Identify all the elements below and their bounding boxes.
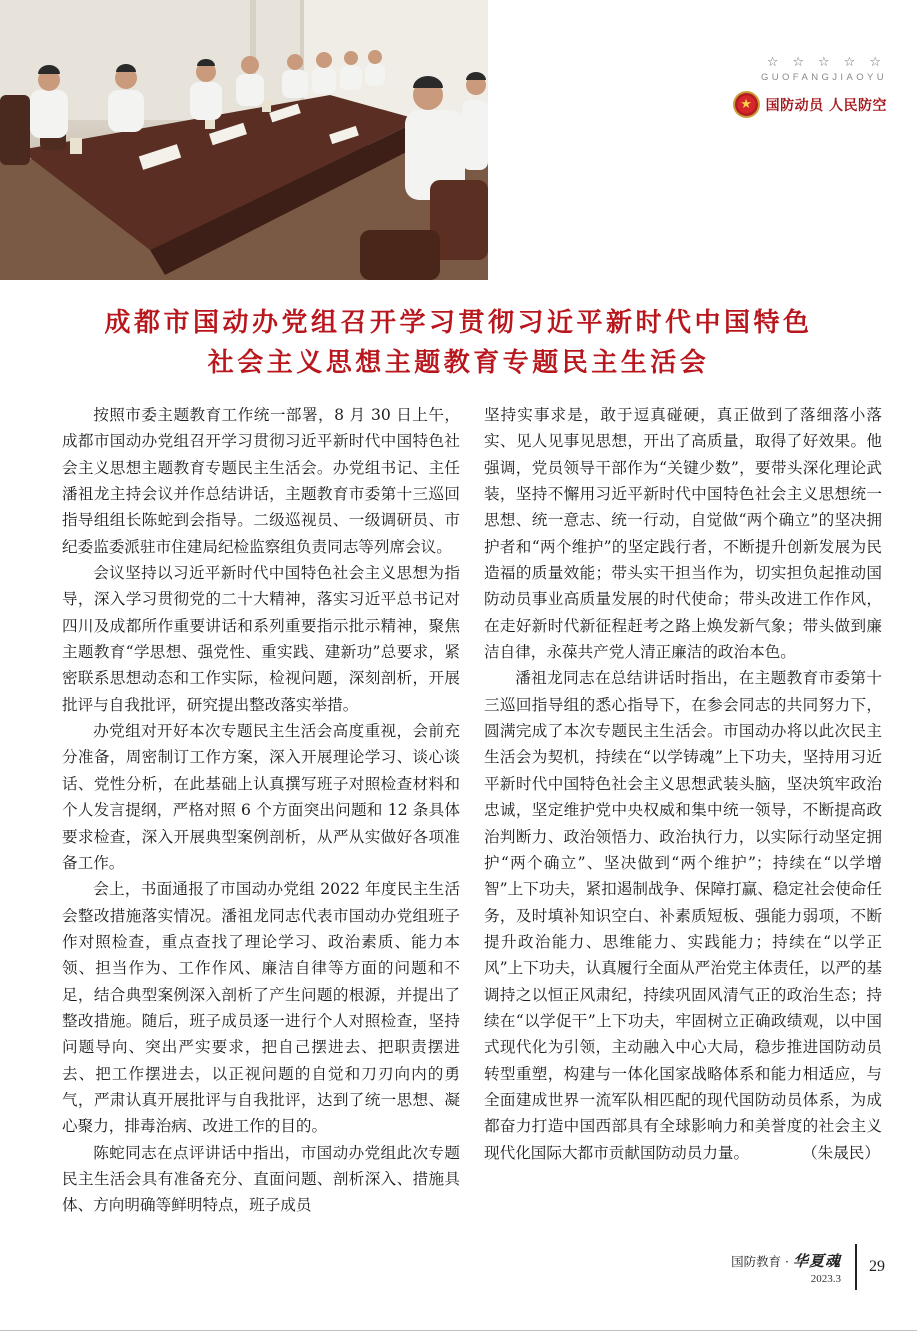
article-column-right xyxy=(484,402,882,1166)
magazine-pinyin: GUOFANGJIAOYU xyxy=(760,72,887,83)
paragraph-continued: 坚持实事求是，敢于逗真碰硬，真正做到了落细落小落实、见人见事见思想，开出了高质量，取得了好效果。他强调，党员领导干部作为“关键少数”，要带头深化理论武装，坚持不懈用习近平新时代中国特色社会主义思想统一思想、统一意志、统一行动，自觉做“两个确立”的坚决拥护者和“两个维护”的坚定践行者，不断提升创新发展为民造福的质量效能；带头实干担当作为，切实担负起推动国防动员事业高质量发展的时代使命；带头改进工作作风，在走好新时代新征程赶考之路上焕发新气象；带头做到廉洁自律，永葆共产党人清正廉洁的政治本色。 xyxy=(484,406,882,662)
magazine-info xyxy=(731,1250,841,1285)
issue-number: 2023.3 xyxy=(810,1272,841,1285)
title-line-2: 社会主义思想主题教育专题民主生活会 xyxy=(207,348,710,378)
paragraph xyxy=(484,665,882,1166)
paragraph: 会上，书面通报了市国动办党组 2022 年度民主生活会整改措施落实情况。潘祖龙同志代表市国动办党组班子作对照检查，重点查找了理论学习、政治素质、能力本领、担当作为、工作作风、廉洁自律等方面的问题和不足，结合典型案例深入剖析了产生问题的根源，并提出了整改措施。随后，班子成员逐一进行个人对照检查，坚持问题导向、突出严实要求，把自己摆进去、把职责摆进去、把工作摆进去，以正视问题的自觉和刀刃向内的勇气，严肃认真开展批评与自我批评，达到了统一思想、凝心聚力，排毒治病、改进工作的目的。 xyxy=(62,880,460,1136)
masthead xyxy=(687,55,895,118)
magazine-prefix: 国防教育 · xyxy=(731,1253,793,1269)
author-credit: （朱晟民） xyxy=(802,1143,880,1162)
paragraph: 陈蛇同志在点评讲话中指出，市国动办党组此次专题民主生活会具有准备充分、直面问题、剖析深入、措施具体、方向明确等鲜明特点，班子成员 xyxy=(62,1143,460,1215)
magazine-brand: 华夏魂 xyxy=(792,1251,841,1270)
magazine-name xyxy=(731,1250,841,1271)
star-row-icon: ☆☆☆☆☆ xyxy=(766,55,895,70)
paragraph-text: 潘祖龙同志在总结讲话时指出，在主题教育市委第十三巡回指导组的悉心指导下，在参会同志的共同努力下，圆满完成了本次专题民主生活会。市国动办将以此次民主生活会为契机，持续在“以学铸魂”上下功夫，坚持用习近平新时代中国特色社会主义思想武装头脑，坚决筑牢政治忠诚，坚定维护党中央权威和集中统一领导，不断提高政治判断力、政治领悟力、政治执行力，以实际行动坚定拥护“两个确立”、坚决做到“两个维护”；持续在“以学增智”上下功夫，紧扣遏制战争、保障打赢、稳定社会使命任务，及时填补知识空白、补素质短板、强能力弱项，不断提升政治能力、思维能力、实践能力；持续在“以学正风”上下功夫，认真履行全面从严治党主体责任，以严的基调持之以恒正风肃纪，持续巩固风清气正的政治生态；持续在“以学促干”上下功夫，牢固树立正确政绩观，以中国式现代化为引领，主动融入中心大局，稳步推进国防动员转型重塑，构建与一体化国家战略体系和能力相适应，与全面建成世界一流军队相匹配的现代国防动员体系，为成都奋力打造中国西部具有全球影响力和美誉度的社会主义现代化国际大都市贡献国防动员力量。 xyxy=(484,669,882,1162)
national-defense-emblem-icon: ★ xyxy=(733,91,760,118)
title-line-1: 成都市国动办党组召开学习贯彻习近平新时代中国特色 xyxy=(104,308,813,338)
slogan-row xyxy=(687,91,887,118)
article-column-left xyxy=(62,402,460,1219)
bottom-rule xyxy=(0,1330,917,1331)
column-slogan: 国防动员 人民防空 xyxy=(765,97,887,114)
meeting-scene-illustration xyxy=(0,0,488,280)
paragraph: 办党组对开好本次专题民主生活会高度重视，会前充分准备，周密制订工作方案，深入开展理论学习、谈心谈话、党性分析，在此基础上认真撰写班子对照检查材料和个人发言提纲，严格对照 6 个方面突出问题和 12 条具体要求检查，深入开展典型案例剖析，从严从实做好各项准备工作。 xyxy=(62,722,460,872)
paragraph: 按照市委主题教育工作统一部署，8 月 30 日上午，成都市国动办党组召开学习贯彻习近平新时代中国特色社会主义思想主题教育专题民主生活会。办党组书记、主任潘祖龙主持会议并作总结讲话，主题教育市委第十三巡回指导组组长陈蛇到会指导。二级巡视员、一级调研员、市纪委监委派驻市住建局纪检监察组负责同志等列席会议。 xyxy=(62,406,460,556)
page-footer xyxy=(731,1244,885,1290)
page-number: 29 xyxy=(869,1258,885,1275)
meeting-photo xyxy=(0,0,488,280)
article-title xyxy=(40,303,877,383)
footer-divider xyxy=(855,1244,857,1290)
paragraph: 会议坚持以习近平新时代中国特色社会主义思想为指导，深入学习贯彻党的二十大精神，落实习近平总书记对四川及成都所作重要讲话和系列重要指示批示精神，聚焦主题教育“学思想、强党性、重实践、建新功”总要求，紧密联系思想动态和工作实际，检视问题，深刻剖析，开展批评与自我批评，研究提出整改落实举措。 xyxy=(62,564,460,714)
